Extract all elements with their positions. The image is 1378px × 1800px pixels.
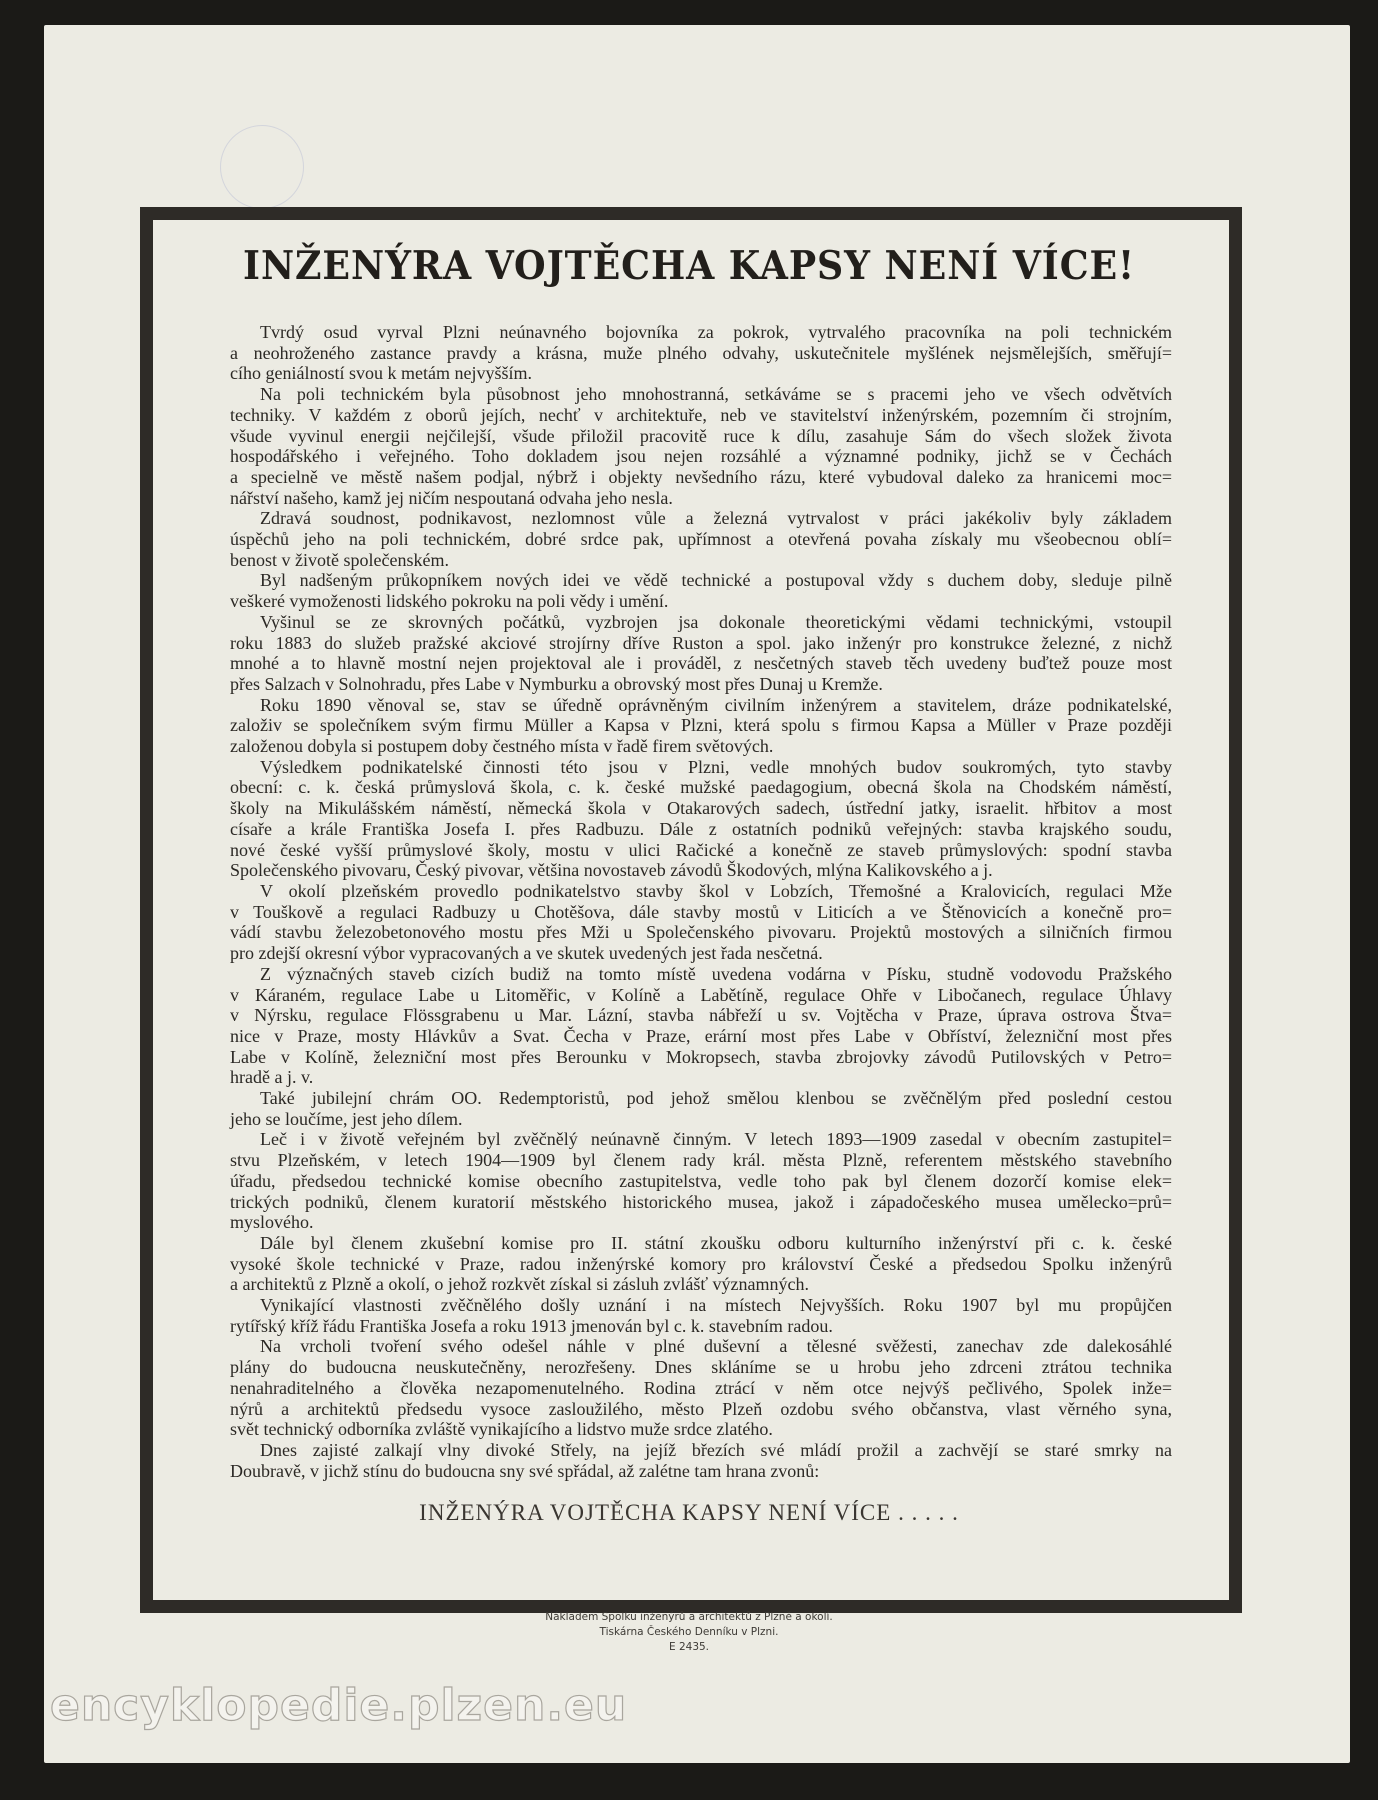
text-line: a neohroženého zastance pravdy a krásna, muže plného odvahy, uskutečnitele myšlének nejsmělejších, směřují= xyxy=(230,342,1172,363)
text-line: a specielně ve městě našem podjal, nýbrž i objekty nevšedního rázu, které vybudoval daleko za hranicemi moc= xyxy=(230,466,1172,487)
text-line: myslového. xyxy=(230,1212,314,1233)
paragraph xyxy=(230,964,1172,1088)
paragraph xyxy=(230,612,1172,695)
paragraph xyxy=(230,1295,1172,1336)
text-line: úspěchů jeho na poli technickém, dobré srdce pak, upřímnost a otevřená povaha získaly mu všeobecnou oblí= xyxy=(230,529,1172,550)
text-line: vádí stavbu železobetonového mostu přes Mži u Společenského pivovaru. Projektů mostových a silničních firmou xyxy=(230,922,1172,943)
paragraph xyxy=(230,1129,1172,1233)
text-line: Byl nadšeným průkopníkem nových idei ve vědě technické a postupoval vždy s duchem doby, sleduje pilně xyxy=(260,570,1172,591)
text-line: nenahraditelného a člověka nezapomenutelného. Rodina ztrácí v něm otce nejvýš pečlivého, Spolek inže= xyxy=(230,1377,1172,1398)
text-line: nýrů a architektů předsedu vysoce zasloužilého, město Plzeň ozdobu svého občanstva, vlast věrného syna, xyxy=(230,1398,1172,1419)
text-line: vysoké škole technické v Praze, radou inženýrské komory pro království České a předsedou Spolku inženýrů xyxy=(230,1253,1172,1274)
text-line: v Káraném, regulace Labe u Litoměřic, v Kolíně a Labětíně, regulace Ohře v Libočanech, regulace Úhlavy xyxy=(230,984,1172,1005)
text-line: jeho se loučíme, jest jeho dílem. xyxy=(230,1108,463,1129)
paragraph xyxy=(230,1440,1172,1481)
text-line: Z význačných staveb cizích budiž na tomto místě uvedena vodárna v Písku, studně vodovodu Pražského xyxy=(260,963,1172,984)
paragraph xyxy=(230,1336,1172,1440)
text-line: úřadu, předsedou technické komise obecního zastupitelstva, vedle toho pak byl členem dozorčí komise elek= xyxy=(230,1170,1172,1191)
text-line: nice v Praze, mosty Hlávkův a Svat. Čecha v Praze, erární most přes Labe v Obříství, železniční most přes xyxy=(230,1025,1172,1046)
page-title: INŽENÝRA VOJTĚCHA KAPSY NENÍ VÍCE! xyxy=(243,243,1135,289)
text-line: plány do budoucna neuskutečněny, nerozřešeny. Dnes skláníme se u hrobu jeho zdrceni ztrátou technika xyxy=(230,1357,1172,1378)
text-line: hradě a j. v. xyxy=(230,1067,314,1088)
text-line: Také jubilejní chrám OO. Redemptoristů, pod jehož smělou klenbou se zvěčnělým před poslední cestou xyxy=(260,1088,1172,1109)
paragraph xyxy=(230,322,1172,384)
text-line: Dnes zajisté zalkají vlny divoké Střely, na jejíž březích své mládí prožil a zachvějí se staré smrky na xyxy=(260,1439,1172,1460)
text-line: rytířský kříž řádu Františka Josefa a roku 1913 jmenován byl c. k. stavebním radou. xyxy=(230,1315,833,1336)
paragraph xyxy=(230,695,1172,757)
text-line: v Touškově a regulaci Radbuzy u Chotěšova, dále stavby mostů v Liticích a ve Štěnovicích a konečně pro= xyxy=(230,901,1172,922)
text-line: Vynikající vlastnosti zvěčnělého došly uznání i na místech Nejvyšších. Roku 1907 byl mu propůjčen xyxy=(260,1295,1172,1316)
text-line: a architektů z Plzně a okolí, o jehož rozkvět získal si zásluh zvlášť významných. xyxy=(230,1274,809,1295)
text-line: Tvrdý osud vyrval Plzni neúnavného bojovníka za pokrok, vytrvalého pracovníka na poli technickém xyxy=(260,322,1172,342)
text-line: založiv se společníkem svým firmu Müller a Kapsa v Plzni, která spolu s firmou Kapsa a Müller v Praze později xyxy=(230,715,1172,736)
text-line: všude vyvinul energii nejčilejší, všude přiložil pracovitě ruce k dílu, zasahuje Sám do všech složek života xyxy=(230,425,1172,446)
imprint xyxy=(0,1610,1378,1655)
watermark: encyklopedie.plzen.eu xyxy=(50,1680,628,1731)
text-line: obecní: c. k. česká průmyslová škola, c. k. české mužské paedagogium, obecná škola na Chodském náměstí, xyxy=(230,777,1172,798)
text-line: přes Salzach v Solnohradu, přes Labe v Nymburku a obrovský most přes Dunaj u Kremže. xyxy=(230,673,883,694)
text-line: stvu Plzeňském, v letech 1904—1909 byl členem rady král. města Plzně, referentem městského stavebního xyxy=(230,1150,1172,1171)
paragraph xyxy=(230,508,1172,570)
text-line: nové české vyšší průmyslové školy, mostu v ulici Račické a konečně ze staveb průmyslových: spodní stavba xyxy=(230,839,1172,860)
paragraph xyxy=(230,1088,1172,1129)
text-line: hospodářského i veřejného. Toho dokladem jsou nejen rozsáhlé a významné podniky, jichž se v Čechách xyxy=(230,446,1172,467)
paragraph xyxy=(230,881,1172,964)
imprint-number: E 2435. xyxy=(668,1641,710,1653)
text-line: veškeré vymoženosti lidského pokroku na poli vědy i umění. xyxy=(230,591,669,612)
closing-line: INŽENÝRA VOJTĚCHA KAPSY NENÍ VÍCE . . . . . xyxy=(419,1500,959,1525)
text-line: Leč i v životě veřejném byl zvěčnělý neúnavně činným. V letech 1893—1909 zasedal v obecním zastupitel= xyxy=(260,1129,1172,1150)
document-body xyxy=(230,322,1172,1481)
text-line: benost v životě společenském. xyxy=(230,549,449,570)
text-line: mnohé a to hlavně mostní nejen projektoval ale i prováděl, z nesčetných staveb těch uvedeny buďtež pouze most xyxy=(230,653,1172,674)
imprint-publisher: Nákladem Spolku inženýrů a architektů z Plzně a okolí. xyxy=(545,1611,833,1623)
paragraph xyxy=(230,1233,1172,1295)
text-line: trických podniků, členem kuratorií městského historického musea, jakož i západočeského musea umělecko=prů= xyxy=(230,1191,1172,1212)
paragraph xyxy=(230,757,1172,881)
text-line: v Nýrsku, regulace Flössgrabenu u Mar. Lázní, stavba nábřeží u sv. Vojtěcha v Praze, úprava ostrova Štva= xyxy=(230,1005,1172,1026)
text-line: Doubravě, v jichž stínu do budoucna sny své spřádal, až zalétne tam hrana zvonů: xyxy=(230,1460,820,1481)
text-line: Roku 1890 věnoval se, stav se úředně oprávněným civilním inženýrem a stavitelem, dráze podnikatelské, xyxy=(260,694,1172,715)
text-line: založenou dobyla si postupem doby čestného místa v řadě firem světových. xyxy=(230,736,774,757)
paragraph xyxy=(230,384,1172,508)
library-stamp xyxy=(220,125,304,209)
text-line: nářství našeho, kamž jej ničím nespoutaná odvaha jeho nesla. xyxy=(230,487,673,508)
paragraph xyxy=(230,570,1172,611)
text-line: Vyšinul se ze skrovných počátků, vyzbrojen jsa dokonale theoretickými vědami technickými, vstoupil xyxy=(260,611,1172,632)
text-line: Labe v Kolíně, železniční most přes Berounku v Mokropsech, stavba zbrojovky závodů Putilovských v Petro= xyxy=(230,1046,1172,1067)
text-line: Výsledkem podnikatelské činnosti této jsou v Plzni, vedle mnohých budov soukromých, tyto stavby xyxy=(260,756,1172,777)
text-line: Dále byl členem zkušební komise pro II. státní zkoušku odboru kulturního inženýrství při c. k. české xyxy=(260,1232,1172,1253)
text-line: pro zdejší okresní výbor vypracovaných a ve skutek uvedených jest řada nesčetná. xyxy=(230,943,823,964)
text-line: školy na Mikulášském náměstí, německá škola v Otakarových sadech, ústřední jatky, israelit. hřbitov a most xyxy=(230,798,1172,819)
text-line: roku 1883 do služeb pražské akciové strojírny dříve Ruston a spol. jako inženýr pro konstrukce železné, z nichž xyxy=(230,632,1172,653)
text-line: techniky. V každém z oborů jejích, nechť v architektuře, neb ve stavitelství inženýrském, pozemním či strojním, xyxy=(230,404,1172,425)
text-line: Zdravá soudnost, podnikavost, nezlomnost vůle a železná vytrvalost v práci jakékoliv byly základem xyxy=(260,508,1172,529)
text-line: Společenského pivovaru, Český pivovar, většina novostaveb závodů Škodových, mlýna Kalikovského a j. xyxy=(230,860,993,881)
text-line: Na poli technickém byla působnost jeho mnohostranná, setkáváme se s pracemi jeho ve všech odvětvích xyxy=(260,384,1172,405)
text-line: svět technický odborníka zvláště vynikajícího a lidstvo muže srdce zlatého. xyxy=(230,1419,773,1440)
text-line: V okolí plzeňském provedlo podnikatelstvo stavby škol v Lobzích, Třemošné a Kralovicích, regulaci Mže xyxy=(260,880,1172,901)
text-line: cího geniálností svou k metám nejvyšším. xyxy=(230,363,532,384)
text-line: Na vrcholi tvoření svého odešel náhle v plné duševní a tělesné svěžesti, zanechav zde dalekosáhlé xyxy=(260,1336,1172,1357)
imprint-printer: Tiskárna Českého Denníku v Plzni. xyxy=(599,1626,779,1638)
text-line: císaře a krále Františka Josefa I. přes Radbuzu. Dále z ostatních podniků veřejných: stavba krajského soudu, xyxy=(230,818,1172,839)
